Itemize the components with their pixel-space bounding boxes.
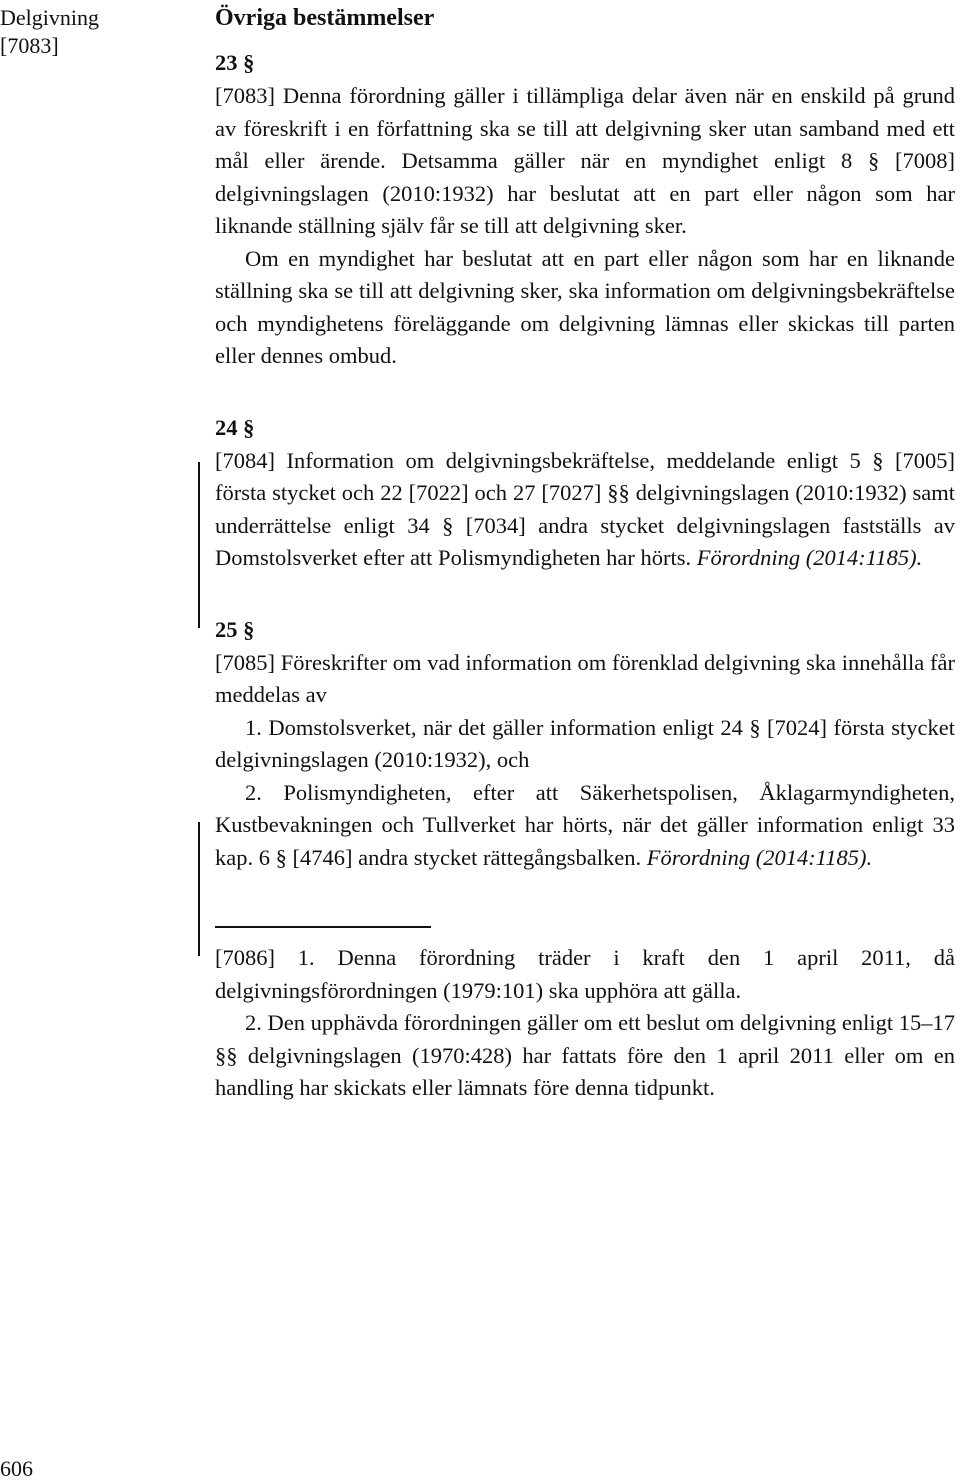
paragraph: [7083] Denna förordning gäller i tillämpliga delar även när en enskild på grund av föreskrift i en författning ska se till att delgivning sker utan samband med ett mål eller ärende. Detsamma gäller när en myndighet enligt 8 § [7008] delgivningslagen (2010:1932) har beslutat att en part eller någon som har liknande ställning själv får se till att delgivning sker.	[215, 83, 955, 238]
transitional-provisions	[215, 942, 955, 1105]
paragraph: Om en myndighet har beslutat att en part eller någon som har en liknande ställning ska se till att delgivning sker, ska information om delgivningsbekräftelse och myndighetens föreläggande om delgivning lämnas eller skickas till parten eller dennes ombud.	[215, 245, 955, 368]
margin-title: Delgivning	[0, 5, 99, 30]
list-item: 1. Domstolsverket, när det gäller information enligt 24 § [7024] första stycket delgivningslagen (2010:1932), och	[215, 714, 955, 772]
section-number: 25 §	[215, 616, 255, 642]
margin-ref: [7083]	[0, 33, 59, 58]
amendment-note: Förordning (2014:1185).	[696, 545, 923, 570]
chapter-heading: Övriga bestämmelser	[215, 5, 435, 31]
section-23	[215, 46, 955, 373]
paragraph-text: [7084] Information om delgivningsbekräftelse, meddelande enligt 5 § [7005] första stycket och 22 [7022] och 27 [7027] §§ delgivningslagen (2010:1932) samt underrättelse enligt 34 § [7034] andra stycket delgivningslagen fastställs av Domstolsverket efter att Polismyndigheten har hörts.	[215, 447, 955, 570]
paragraph	[215, 445, 955, 575]
list-item-text: 2. Polismyndigheten, efter att Säkerhetspolisen, Åklagarmyndigheten, Kustbevakningen och Tullverket har hörts, när det gäller information enligt 33 kap. 6 § [4746] andra stycket rättegångsbalken.	[215, 779, 955, 870]
margin-label	[0, 4, 200, 60]
section-number: 24 §	[215, 414, 255, 440]
paragraph: [7086] 1. Denna förordning träder i kraft den 1 april 2011, då delgivningsförordningen (1979:101) ska upphöra att gälla.	[215, 945, 955, 1003]
section-number: 23 §	[215, 50, 255, 75]
transitional-divider	[215, 926, 431, 928]
paragraph: 2. Den upphävda förordningen gäller om ett beslut om delgivning enligt 15–17 §§ delgivningslagen (1970:428) har fattats före den 1 april 2011 eller om en handling har skickats eller lämnats före denna tidpunkt.	[215, 1010, 955, 1100]
amendment-note: Förordning (2014:1185).	[646, 844, 873, 870]
section-25	[215, 613, 955, 875]
section-24	[215, 411, 955, 575]
change-bar-25	[198, 822, 200, 956]
page-number: 606	[0, 1456, 33, 1481]
change-bar-24	[198, 462, 200, 628]
paragraph: [7085] Föreskrifter om vad information om förenklad delgivning ska innehålla får meddelas av	[215, 649, 955, 707]
list-item	[215, 777, 955, 875]
document-body	[215, 0, 955, 1105]
